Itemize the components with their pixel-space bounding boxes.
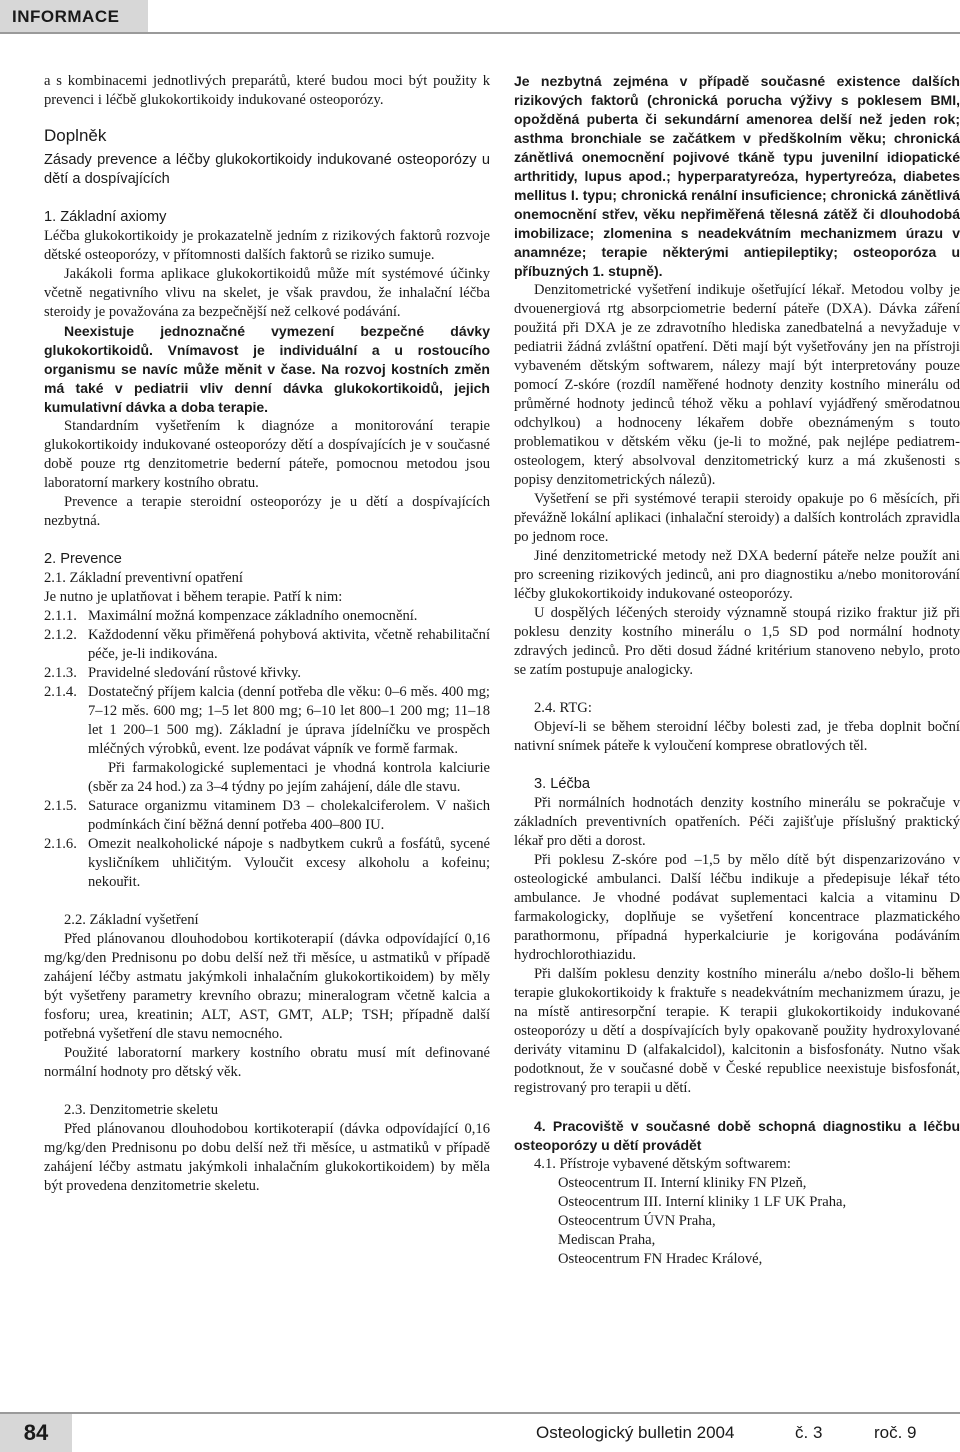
list-item: Mediscan Praha, (558, 1232, 656, 1248)
list-item: Osteocentrum FN Hradec Králové, (558, 1251, 763, 1267)
left-column (44, 72, 490, 1196)
axiomy-paragraph-1: Léčba glukokortikoidy je prokazatelně jedním z rizikových faktorů rozvoje dětské osteoporózy, v přítomnosti dalších faktorů se riziko sumuje. (44, 228, 490, 263)
prevence-heading: 2. Prevence (44, 551, 122, 567)
lecba-paragraph-2: Při poklesu Z-skóre pod –1,5 by mělo dítě být dispenzarizováno v osteologické ambulanci. Další léčbu indikuje a předepisuje lékař této ambulance. Je vhodné podávat suplementaci kalcia a vitaminu D farmakologicky, doplňuje se vyšetření koncentrace plazmatického parathormonu, případná hyperkalciurie je korigována podáváním hydrochlorothiazidu. (514, 852, 960, 963)
risk-factors-paragraph: Je nezbytná zejména v případě současné existence dalších rizikových faktorů (chronická porucha výživy s poklesem BMI, opožděná puberta či sekundární amenorea delší než jeden rok; asthma bronchiale se začátkem v předškolním věku; chronická zánětlivá onemocnění pojivové tkáně typu juvenilní idiopatické arthritidy, lupus apod.; hyperparatyreóza, hypertyreóza, diabetes mellitus I. typu; chronická renální insuficience; chronická zánětlivá onemocnění střev, věku nepřiměřená tělesná zátěž či dlouhodobá imobilizace; zlomenina s neadekvátním mechanizmem úrazu v anamnéze; terapie některými antiepileptiky; osteoporóza u příbuzných 1. stupně). (514, 73, 960, 279)
dxa-paragraph: Denzitometrické vyšetření indikuje ošetřující lékař. Metodou volby je dvouenergiová rtg absorpciometrie bederní páteře (DXA). Dávka záření použitá při DXA je ze zdravotního hlediska zanedbatelná a nevyžaduje v pediatrii žádná zvláštní opatření. Děti mají být vyšetřovány jen na přístroji vybaveném dětským softwarem, nálezy mají být interpretovány pouze pomocí Z-skóre (rozdíl naměřené hodnoty denzity kostního minerálu od průměrné hodnoty jedinců téhož věku a pohlaví vyjádřený směrodatnou odchylkou) a hodnoceny lékařem dobře obeznámeným s touto problematikou v dětském věku (je-li to možné, pak nejlépe pediatrem-osteologem, který absolvoval denzitometrický kurz a má zkušenosti s popisy denzitometrických nálezů). (514, 282, 960, 488)
issue-number: č. 3 (795, 1423, 823, 1442)
doplnek-heading: Doplněk (44, 126, 107, 145)
prevence-subheading: 2.1. Základní preventivní opatření (44, 570, 243, 586)
lecba-heading: 3. Léčba (534, 776, 590, 792)
vysetreni-paragraph-1: Před plánovanou dlouhodobou kortikoterapií (dávka odpovídající 0,16 mg/kg/den Prednisonu po dobu delší než tři měsíce, u astmatiků v případě zahájení léčby astmatu jakýmkoli inhalačním glukokortikoidem) by měly být vyšetřeny parametry krevního obrazu; mineralogram včetně kalcia a fosforu; urea, kreatinin; ALT, AST, GMT, ALP; TSH; případně další potřebná vyšetření dle stavu nemocného. (44, 931, 490, 1042)
pristroje-line: 4.1. Přístroje vybavené dětským softwarem: (534, 1156, 791, 1172)
section-label: INFORMACE (0, 0, 148, 32)
list-item: Osteocentrum ÚVN Praha, (558, 1213, 716, 1229)
list-item: 2.1.5. Saturace organizmu vitaminem D3 – cholekalciferolem. V našich podmínkách činí běžná denní potřeba 400–800 IU. (44, 798, 490, 833)
list-item: 2.1.3. Pravidelné sledování růstové křivky. (44, 665, 302, 681)
denzitometrie-paragraph: Před plánovanou dlouhodobou kortikoterapií (dávka odpovídající 0,16 mg/kg/den Prednisonu po dobu delší než tři měsíce, u astmatiků v případě zahájení léčby astmatu jakýmkoli inhalačním glukokortikoidem) by měla být provedena denzitometrie skeletu. (44, 1121, 490, 1194)
volume-year: roč. 9 (874, 1423, 917, 1442)
intro-paragraph: a s kombinacemi jednotlivých preparátů, které budou moci být použity k prevenci i léčbě glukokortikoidy indukované osteoporózy. (44, 73, 490, 108)
vysetreni-heading: 2.2. Základní vyšetření (64, 912, 199, 928)
page-number: 84 (0, 1414, 72, 1452)
center-list (514, 1174, 960, 1269)
rtg-heading: 2.4. RTG: (534, 700, 592, 716)
adults-paragraph: U dospělých léčených steroidy významně stoupá riziko fraktur již při poklesu denzity kostního minerálu o 1,5 SD pod normální hodnoty zdravých jedinců. Pro děti dosud žádné kritérium stanoveno nebylo, proto se zatím postupuje analogicky. (514, 605, 960, 678)
list-item: Osteocentrum III. Interní kliniky 1 LF UK Praha, (558, 1194, 847, 1210)
lecba-paragraph-3: Při dalším poklesu denzity kostního minerálu a/nebo došlo-li během terapie glukokortikoidy k fraktuře s neadekvátním mechanizmem úrazu, je na místě antiresorpční terapie. K terapii glukokortikoidy indukované osteoporózy u dětí a dospívajících byly opakovaně použity hydroxylované deriváty vitaminu D (alfakalcidol), kalcitonin a bisfosfonáty. Nutno však podotknout, že v současné době v České republice neexistuje bisfosfonát, registrovaný pro terapii u dětí. (514, 966, 960, 1096)
axiomy-bold-paragraph: Neexistuje jednoznačné vymezení bezpečné dávky glukokortikoidů. Vnímavost je individuální a u rostoucího organismu se navíc může měnit v čase. Na rozvoj kostních změn má také v pediatrii vliv denní dávka glukokortikoidů, jejich kumulativní dávka a doba terapie. (44, 323, 490, 415)
axiomy-heading: 1. Základní axiomy (44, 209, 167, 225)
prevence-intro: Je nutno je uplatňovat i během terapie. Patří k nim: (44, 589, 343, 605)
repeat-paragraph: Vyšetření se při systémové terapii steroidy opakuje po 6 měsících, při převážně lokální aplikaci (inhalační steroidy) a dalších kontrolách zpravidla po jednom roce. (514, 491, 960, 545)
list-item: 2.1.4. Dostatečný příjem kalcia (denní potřeba dle věku: 0–6 měs. 400 mg; 7–12 měs. 600 mg; 1–5 let 800 mg; 6–10 let 800–1 200 mg; 11–18 let 1 200–1 500 mg). Základní je úprava jídelníčku ve prospěch mléčných výrobků, event. lze podávat vápník ve formě farmak. (44, 684, 490, 757)
right-column (514, 72, 960, 1269)
lecba-paragraph-1: Při normálních hodnotách denzity kostního minerálu se pokračuje v základních preventivních opatřeních. Péči zajišťuje příslušný praktický lékař pro děti a dorost. (514, 795, 960, 849)
axiomy-paragraph-2: Jakákoli forma aplikace glukokortikoidů může mít systémové účinky včetně negativního vlivu na skelet, je však pravdou, že inhalační léčba steroidy je považována za bezpečnější než celkové podávání. (44, 266, 490, 320)
journal-title: Osteologický bulletin 2004 (536, 1423, 735, 1442)
list-item: Při farmakologické suplementaci je vhodná kontrola kalciurie (sběr za 24 hod.) za 3–4 týdny po jejím zahájení, dále dle stavu. (88, 760, 490, 795)
list-item: 2.1.2. Každodenní věku přiměřená pohybová aktivita, včetně rehabilitační péče, je-li indikována. (44, 627, 490, 662)
pracoviste-heading: 4. Pracoviště v současné době schopná diagnostiku a léčbu osteoporózy u dětí provádět (514, 1118, 960, 1153)
list-item: Osteocentrum II. Interní kliniky FN Plzeň, (558, 1175, 807, 1191)
list-item: 2.1.1. Maximální možná kompenzace základního onemocnění. (44, 608, 418, 624)
axiomy-paragraph-3: Standardním vyšetřením k diagnóze a monitorování terapie glukokortikoidy indukované osteoporózy dětí a dospívajících je v současné době pouze rtg denzitometrie bederní páteře, pomocnou metodou jsou laboratorní markery kostního obratu. (44, 418, 490, 491)
list-item: 2.1.6. Omezit nealkoholické nápoje s nadbytkem cukrů a fosfátů, sycené kysličníkem uhličitým. Vyloučit excesy alkoholu a kofeinu; nekouřit. (44, 836, 490, 890)
article-subtitle: Zásady prevence a léčby glukokortikoidy indukované osteoporózy u dětí a dospívajících (44, 152, 490, 187)
header-rule (0, 32, 960, 34)
rtg-paragraph: Objeví-li se během steroidní léčby bolesti zad, je třeba doplnit boční nativní snímek páteře k vyloučení komprese obratlových těl. (514, 719, 960, 754)
axiomy-paragraph-4: Prevence a terapie steroidní osteoporózy je u dětí a dospívajících nezbytná. (44, 494, 490, 529)
other-methods-paragraph: Jiné denzitometrické metody než DXA bederní páteře nelze použít ani pro screening rizikových jedinců, ani pro diagnostiku a/nebo monitorování léčby glukokortikoidy indukované osteoporózy. (514, 548, 960, 602)
denzitometrie-heading: 2.3. Denzitometrie skeletu (64, 1102, 218, 1118)
vysetreni-paragraph-2: Použité laboratorní markery kostního obratu musí mít definované normální hodnoty pro dětský věk. (44, 1045, 490, 1080)
